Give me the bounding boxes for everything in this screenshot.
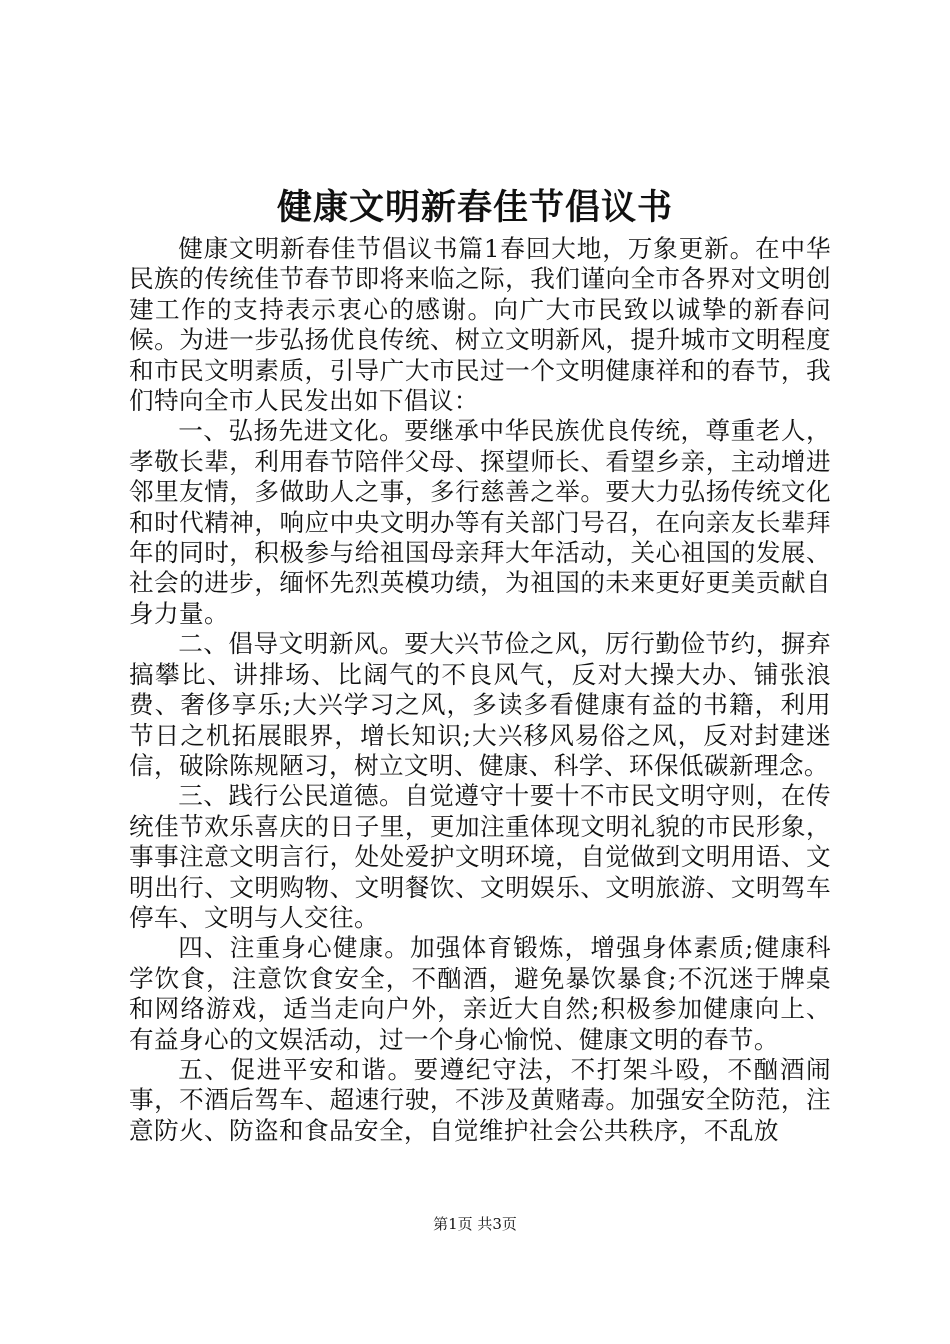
- page-number-footer: 第1页 共3页: [433, 1215, 517, 1233]
- paragraph-section-2: 二、倡导文明新风。要大兴节俭之风，厉行勤俭节约，摒弃搞攀比、讲排场、比阔气的不良风气，反对大操大办、铺张浪费、奢侈享乐;大兴学习之风，多读多看健康有益的书籍，利用节日之机拓展眼界，增长知识;大兴移风易俗之风，反对封建迷信，破除陈规陋习，树立文明、健康、科学、环保低碳新理念。: [129, 629, 831, 780]
- document-body: [129, 234, 831, 1146]
- paragraph-section-4: 四、注重身心健康。加强体育锻炼，增强身体素质;健康科学饮食，注意饮食安全，不酗酒，避免暴饮暴食;不沉迷于牌桌和网络游戏，适当走向户外，亲近大自然;积极参加健康向上、有益身心的文娱活动，过一个身心愉悦、健康文明的春节。: [129, 933, 831, 1054]
- paragraph-section-5: 五、促进平安和谐。要遵纪守法，不打架斗殴，不酗酒闹事，不酒后驾车、超速行驶，不涉及黄赌毒。加强安全防范，注意防火、防盗和食品安全，自觉维护社会公共秩序，不乱放: [129, 1054, 831, 1145]
- document-title: 健康文明新春佳节倡议书: [276, 187, 673, 228]
- paragraph-section-1: 一、弘扬先进文化。要继承中华民族优良传统，尊重老人，孝敬长辈，利用春节陪伴父母、探望师长、看望乡亲，主动增进邻里友情，多做助人之事，多行慈善之举。要大力弘扬传统文化和时代精神，响应中央文明办等有关部门号召，在向亲友长辈拜年的同时，积极参与给祖国母亲拜大年活动，关心祖国的发展、社会的进步，缅怀先烈英模功绩，为祖国的未来更好更美贡献自身力量。: [129, 416, 831, 628]
- paragraph-section-3: 三、践行公民道德。自觉遵守十要十不市民文明守则，在传统佳节欢乐喜庆的日子里，更加注重体现文明礼貌的市民形象，事事注意文明言行，处处爱护文明环境，自觉做到文明用语、文明出行、文明购物、文明餐饮、文明娱乐、文明旅游、文明驾车停车、文明与人交往。: [129, 781, 831, 932]
- paragraph-intro: 健康文明新春佳节倡议书篇1春回大地，万象更新。在中华民族的传统佳节春节即将来临之际，我们谨向全市各界对文明创建工作的支持表示衷心的感谢。向广大市民致以诚挚的新春问候。为进一步弘扬优良传统、树立文明新风，提升城市文明程度和市民文明素质，引导广大市民过一个文明健康祥和的春节，我们特向全市人民发出如下倡议：: [129, 234, 831, 416]
